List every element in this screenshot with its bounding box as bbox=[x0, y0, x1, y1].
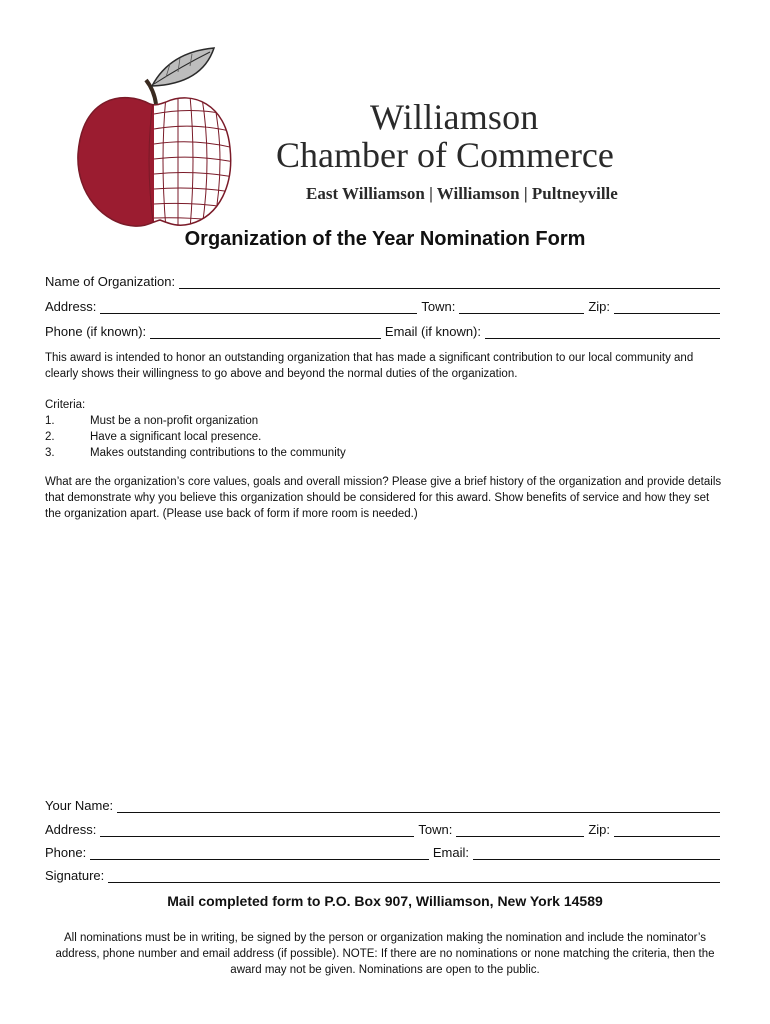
nominator-zip-field[interactable] bbox=[614, 822, 720, 837]
brand-name-line1: Williamson bbox=[370, 97, 539, 137]
intro-text: This award is intended to honor an outstanding organization that has made a significant contribution to our local community and clearly shows their willingness to go above and beyond the normal duties of the organization. bbox=[45, 352, 694, 380]
apple-logo-icon bbox=[74, 44, 244, 234]
nominator-phone-row bbox=[45, 840, 720, 860]
criteria-number: 3. bbox=[45, 447, 55, 459]
criteria-list bbox=[45, 397, 346, 461]
org-zip-label: Zip: bbox=[588, 299, 610, 314]
criteria-text: Have a significant local presence. bbox=[90, 431, 262, 443]
nominator-address-field[interactable] bbox=[100, 822, 414, 837]
criteria-number: 1. bbox=[45, 415, 55, 427]
org-email-label: Email (if known): bbox=[384, 324, 481, 339]
brand-tagline: East Williamson | Williamson | Pultneyville bbox=[306, 184, 618, 203]
org-email-field[interactable] bbox=[485, 324, 720, 339]
org-town-field[interactable] bbox=[459, 299, 584, 314]
org-address-field[interactable] bbox=[100, 299, 417, 314]
list-item bbox=[45, 445, 346, 461]
nominator-zip-label: Zip: bbox=[588, 822, 610, 837]
footer-note: All nominations must be in writing, be signed by the person or organization making the nomination and include the nominator’s address, phone number and email address (if possible). NOTE: If there are no nominations or none matching the criteria, then the award may not be given. Nominations are open to the public. bbox=[55, 932, 715, 976]
org-name-label: Name of Organization: bbox=[45, 274, 176, 289]
nominator-email-field[interactable] bbox=[473, 845, 720, 860]
org-phone-field[interactable] bbox=[150, 324, 381, 339]
list-item bbox=[45, 413, 346, 429]
nominator-name-label: Your Name: bbox=[45, 798, 114, 813]
criteria-text: Must be a non-profit organization bbox=[90, 415, 259, 427]
org-phone-label: Phone (if known): bbox=[45, 324, 147, 339]
org-name-row bbox=[45, 269, 720, 289]
nominator-town-label: Town: bbox=[418, 822, 453, 837]
criteria-text: Makes outstanding contributions to the community bbox=[90, 447, 346, 459]
org-phone-row bbox=[45, 319, 720, 339]
signature-row bbox=[45, 863, 720, 883]
nominator-name-row bbox=[45, 793, 720, 813]
nominator-address-label: Address: bbox=[45, 822, 97, 837]
mail-instructions: Mail completed form to P.O. Box 907, Williamson, New York 14589 bbox=[167, 893, 603, 909]
org-name-field[interactable] bbox=[179, 274, 720, 289]
page-title: Organization of the Year Nomination Form bbox=[184, 228, 586, 250]
org-zip-field[interactable] bbox=[614, 299, 720, 314]
org-address-row bbox=[45, 294, 720, 314]
signature-label: Signature: bbox=[45, 868, 105, 883]
nominator-email-label: Email: bbox=[432, 845, 469, 860]
question-text: What are the organization’s core values, goals and overall mission? Please give a brief history of the organization and provide details that demonstrate why you believe this organization should be considered for this award. Show benefits of service and how they set the organization apart. (Please use back of form if more room is needed.) bbox=[45, 476, 722, 520]
org-address-label: Address: bbox=[45, 299, 97, 314]
list-item bbox=[45, 429, 346, 445]
nominator-address-row bbox=[45, 817, 720, 837]
org-town-label: Town: bbox=[421, 299, 456, 314]
chamber-logo bbox=[74, 44, 654, 234]
nominator-town-field[interactable] bbox=[456, 822, 584, 837]
nominator-phone-label: Phone: bbox=[45, 845, 87, 860]
brand-name-line2: Chamber of Commerce bbox=[276, 135, 614, 175]
criteria-heading: Criteria: bbox=[45, 399, 86, 411]
nominator-phone-field[interactable] bbox=[90, 845, 429, 860]
signature-field[interactable] bbox=[108, 868, 720, 883]
nominator-name-field[interactable] bbox=[117, 798, 720, 813]
criteria-number: 2. bbox=[45, 431, 55, 443]
